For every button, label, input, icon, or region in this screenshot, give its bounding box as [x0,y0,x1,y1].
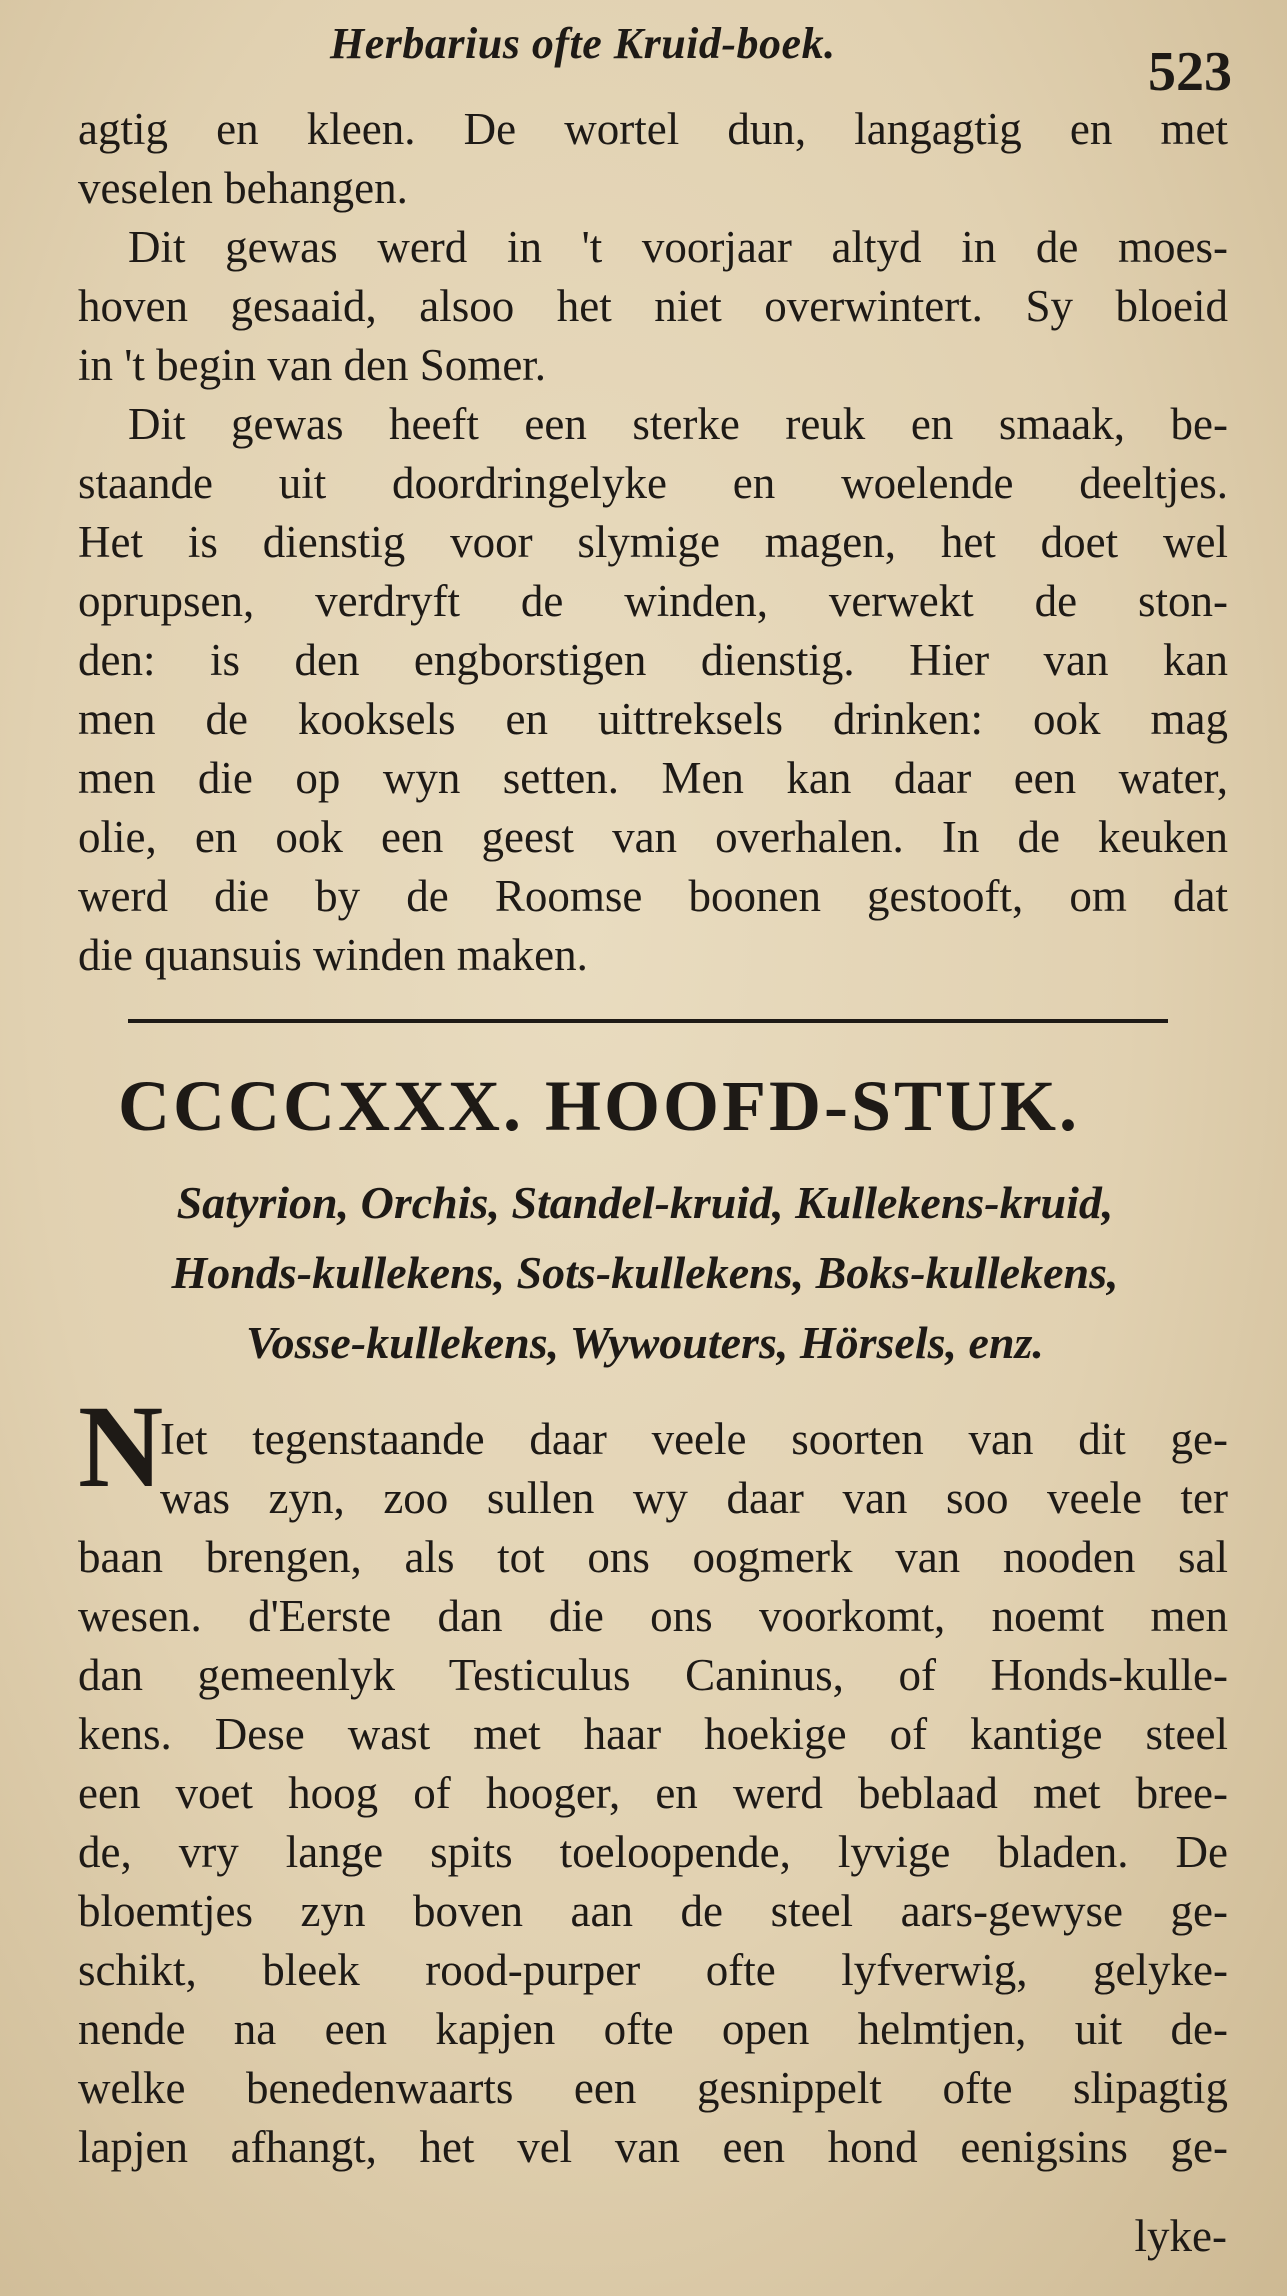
text-line: die quansuis winden maken. [78,930,588,980]
chapter-subtitle [60,1168,1230,1378]
text-line: lapjen afhangt, het vel van een hond eenigsins ge- [78,2122,1228,2172]
text-line: welke benedenwaarts een gesnippelt ofte slipagtig [78,2063,1228,2113]
page-number: 523 [1148,41,1232,103]
chapter-body-text [78,1410,1228,2177]
text-line: wesen. d'Eerste dan die ons voorkomt, noemt men [78,1591,1228,1641]
text-line: nende na een kapjen ofte open helmtjen, uit de- [78,2004,1228,2054]
text-line: oprupsen, verdryft de winden, verwekt de ston- [78,576,1228,626]
text-line: den: is den engborstigen dienstig. Hier van kan [78,635,1228,685]
text-line: was zyn, zoo sullen wy daar van soo veele ter [160,1473,1228,1523]
text-line: Het is dienstig voor slymige magen, het doet wel [78,517,1228,567]
text-line: een voet hoog of hooger, en werd beblaad met bree- [78,1768,1228,1818]
text-line: kens. Dese wast met haar hoekige of kantige steel [78,1709,1228,1759]
text-line: in 't begin van den Somer. [78,340,547,390]
text-line: dan gemeenlyk Testiculus Caninus, of Honds-kulle- [78,1650,1228,1700]
section-divider [128,1019,1168,1023]
text-line: hoven gesaaid, alsoo het niet overwintert. Sy bloeid [78,281,1228,331]
text-line: veselen behangen. [78,163,408,213]
text-line: men de kooksels en uittreksels drinken: ook mag [78,694,1228,744]
text-line: Dit gewas werd in 't voorjaar altyd in de moes- [128,222,1228,272]
drop-cap: N [78,1381,164,1512]
running-head: Herbarius ofte Kruid-boek. [330,19,836,68]
text-line: olie, en ook een geest van overhalen. In de keuken [78,812,1228,862]
subtitle-line: Satyrion, Orchis, Standel-kruid, Kullekens-kruid, [176,1177,1114,1228]
catchword: lyke- [1134,2211,1227,2261]
text-line: schikt, bleek rood-purper ofte lyfverwig, gelyke- [78,1945,1228,1995]
text-line: Iet tegenstaande daar veele soorten van dit ge- [160,1414,1228,1464]
text-line: werd die by de Roomse boonen gestooft, om dat [78,871,1228,921]
text-line: agtig en kleen. De wortel dun, langagtig en met [78,104,1228,154]
subtitle-line: Honds-kullekens, Sots-kullekens, Boks-kullekens, [171,1247,1119,1298]
text-line: men die op wyn setten. Men kan daar een water, [78,753,1228,803]
text-line: de, vry lange spits toeloopende, lyvige bladen. De [78,1827,1228,1877]
text-line: Dit gewas heeft een sterke reuk en smaak, be- [128,399,1228,449]
subtitle-line: Vosse-kullekens, Wywouters, Hörsels, enz. [246,1317,1044,1368]
chapter-heading: CCCCXXX. HOOFD-STUK. [118,1066,1081,1146]
section-1-text [78,100,1228,985]
text-line: baan brengen, als tot ons oogmerk van nooden sal [78,1532,1228,1582]
text-line: bloemtjes zyn boven aan de steel aars-gewyse ge- [78,1886,1228,1936]
text-line: staande uit doordringelyke en woelende deeltjes. [78,458,1228,508]
